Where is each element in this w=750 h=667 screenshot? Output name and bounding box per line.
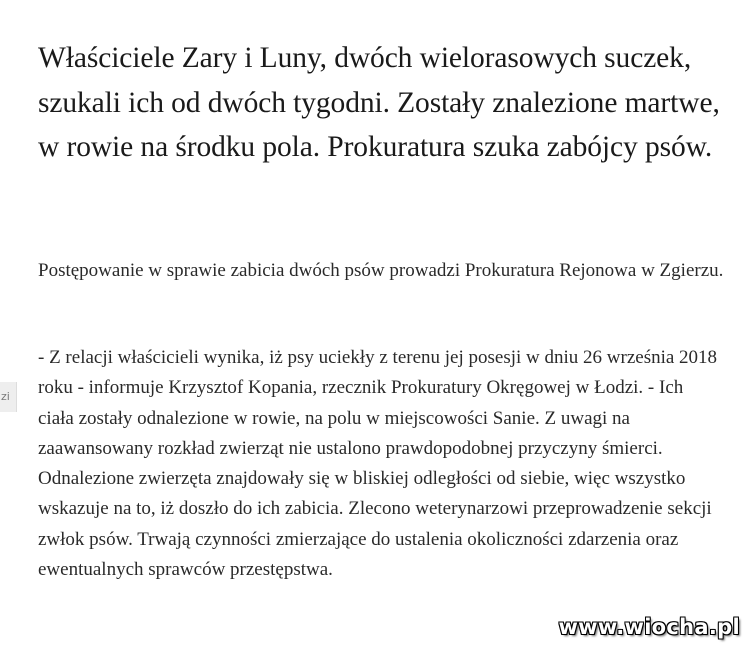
article-headline: Właściciele Zary i Luny, dwóch wielorasowych suczek, szukali ich od dwóch tygodni. Zostały znalezione martwe, w rowie na środku pola. Prokuratura szuka zabójcy psów.	[38, 42, 720, 163]
watermark-logo: www.wiocha.pl	[558, 615, 740, 639]
article-lead: Postępowanie w sprawie zabicia dwóch psów prowadzi Prokuratura Rejonowa w Zgierzu.	[38, 260, 724, 281]
side-tab[interactable]: zi	[0, 382, 17, 412]
article	[38, 36, 728, 581]
article-body: - Z relacji właścicieli wynika, iż psy uciekły z terenu jej posesji w dniu 26 września 2018 roku - informuje Krzysztof Kopania, rzecznik Prokuratury Okręgowej w Łodzi. - Ich ciała zostały odnalezione w rowie, na polu w miejscowości Sanie. Z uwagi na zaawansowany rozkład zwierząt nie ustalono prawdopodobnej przyczyny śmierci. Odnalezione zwierzęta znajdowały się w bliskiej odległości od siebie, więc wszystko wskazuje na to, iż doszło do ich zabicia. Zlecono weterynarzowi przeprowadzenie sekcji zwłok psów. Trwają czynności zmierzające do ustalenia okoliczności zdarzenia oraz ewentualnych sprawców przestępstwa.	[38, 347, 718, 581]
